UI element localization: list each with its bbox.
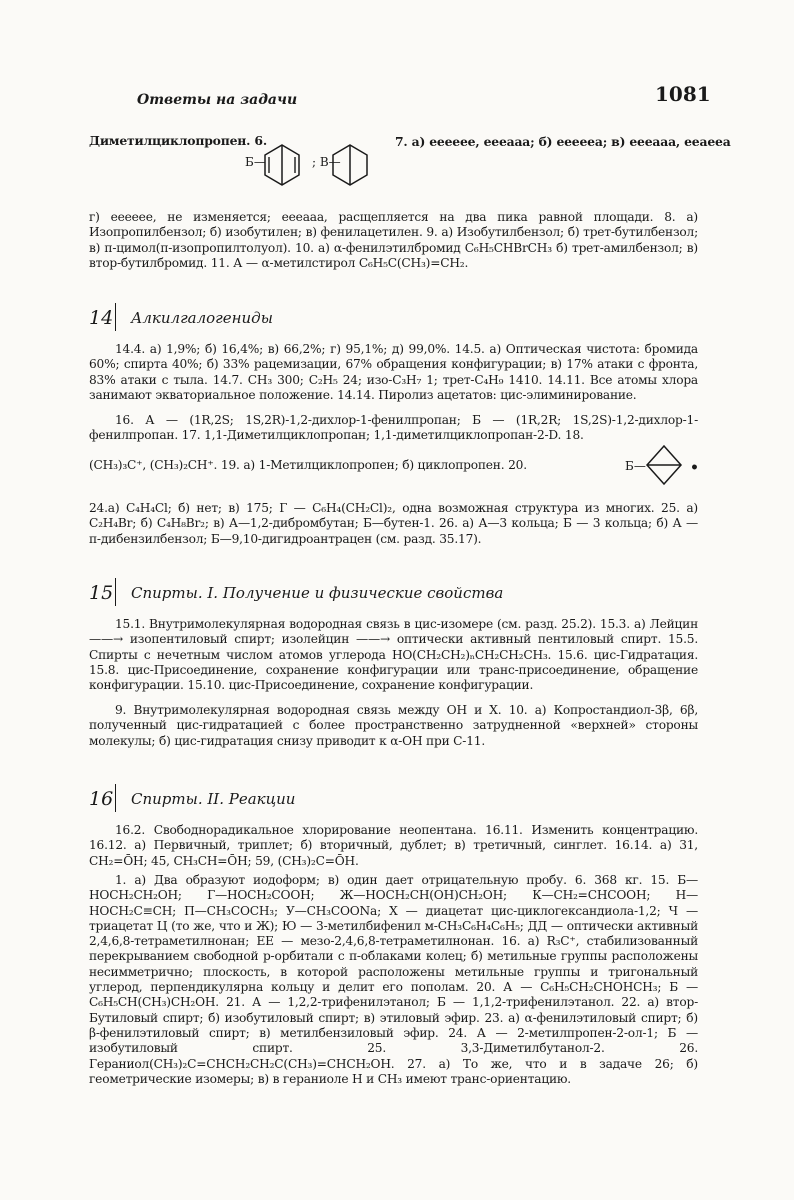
section-15-paragraph-1: 15.1. Внутримолекулярная водородная связь в цис-изомере (см. разд. 25.2). 15.3. а) Лейцин ——→ изопентиловый спирт; изолейцин ——→ оптически активный пентиловый спирт. 15.5. Спирты с нечетным числом атомов углерода HO(CH₂CH₂)ₙCH₂CH₂CH₃. 15.6. цис-Гидратация. 15.8. цис-Присоединение, сохранение конфигурации или транс-присоединение, обращение конфигурации. 15.10. цис-Присоединение, сохранение конфигурации. (89, 617, 698, 693)
section-divider (115, 303, 116, 331)
section-title: Спирты. II. Реакции (131, 790, 296, 808)
section-number: 16 (89, 788, 114, 810)
answer-dimethylcyclopropene: Диметилциклопропен. 6. (89, 133, 267, 148)
answers-paragraph-8-11: г) ееееee, не изменяется; еееааа, расщепляется на два пика равной площади. 8. а) Изопропилбензол; б) изобутилен; в) фенилацетилен. 9. а) Изобутилбензол; б) трет-бутилбензол; в) п-цимол(п-изопропилтолуол). 10. а) α-фенилэтилбромид C₆H₅CHBrCH₃ б) трет-амилбензол; в) втор-бутилбромид. 11. А — α-метилстирол C₆H₅C(CH₃)=CH₂. (89, 210, 698, 270)
answer-7: 7. а) ееееее, еееааа; б) еееееа; в) еееааа, ееаеea (395, 134, 731, 149)
section-14-paragraph-3: (CH₃)₃C⁺, (CH₃)₂CH⁺. 19. а) 1-Метилциклопропен; б) циклопропен. 20. (89, 458, 527, 472)
punctuation-dot: • (690, 460, 699, 476)
section-16-paragraph-2: 1. а) Два образуют иодоформ; в) один дает отрицательную пробу. 6. 368 кг. 15. Б—HOCH₂CH₂OH; Г—HOCH₂COOH; Ж—HOCH₂CH(OH)CH₂OH; К—CH₂=CHCOOH; Н—HOCH₂C≡CH; П—CH₃COCH₃; У—CH₃COONa; Х — диацетат цис-циклогександиола-1,2; Ч — триацетат Ц (то же, что и Ж); Ю — 3-метилбифенил м-CH₃C₆H₄C₆H₅; ДД — оптически активный 2,4,6,8-тетраметилнонан; ЕЕ — мезо-2,4,6,8-тетраметилнонан. 16. а) R₃C⁺, стабилизованный перекрыванием свободной p-орбитали с π-облаками колец; б) метильные группы расположены несимметрично; плоскость, в которой расположены метильные группы и тригональный углерод, перпендикулярна кольцу и делит его пополам. 20. А — C₆H₅CH₂CHOHCH₃; Б — C₆H₅CH(CH₃)CH₂OH. 21. А — 1,2,2-трифенилэтанол; Б — 1,1,2-трифенилэтанол. 22. а) втор-Бутиловый спирт; б) изобутиловый спирт; в) этиловый эфир. 23. а) α-фенилэтиловый спирт; б) β-фенилэтиловый спирт; в) метилбензиловый эфир. 24. А — 2-метилпропен-2-ол-1; Б — изобутиловый спирт. 25. 3,3-Диметилбутанол-2. 26. Гераниол(CH₃)₂C=CHCH₂CH₂C(CH₃)=CHCH₂OH. 27. а) То же, что и в задаче 26; б) геометрические изомеры; в) в гераниоле H и CH₃ имеют транс-ориентацию. (89, 873, 698, 1086)
page-number: 1081 (655, 82, 711, 106)
section-number: 14 (89, 307, 114, 329)
bicyclohexane-structure-icon (330, 143, 370, 187)
structure-label-b: Б— (245, 155, 266, 169)
bicyclobutane-structure-icon (644, 443, 684, 487)
running-header-title: Ответы на задачи (137, 92, 298, 108)
section-14-paragraph-4: 24.а) C₄H₄Cl; б) нет; в) 175; Г — C₆H₄(CH₂Cl)₂, одна возможная структура из многих. 25. а) C₂H₄Br; б) C₄H₈Br₂; в) А—1,2-дибромбутан; Б—бутен-1. 26. а) А—3 кольца; Б — 3 кольца; б) А — п-дибензилбензол; Б—9,10-дигидроантрацен (см. разд. 35.17). (89, 501, 698, 546)
structure-label-v: ; В— (312, 155, 341, 169)
section-14-paragraph-2: 16. А — (1R,2S; 1S,2R)-1,2-дихлор-1-фенилпропан; Б — (1R,2R; 1S,2S)-1,2-дихлор-1-фенилпропан. 17. 1,1-Диметилциклопропан; 1,1-диметилциклопропан-2-D. 18. (89, 413, 698, 443)
section-15-paragraph-2: 9. Внутримолекулярная водородная связь между OH и X. 10. а) Копростандиол-3β, 6β, полученный цис-гидратацией с более пространственно затрудненной «верхней» стороны молекулы; б) цис-гидратация снизу приводит к α-OH при C-11. (89, 703, 698, 748)
section-divider (115, 578, 116, 606)
section-title: Спирты. I. Получение и физические свойства (131, 584, 504, 602)
section-number: 15 (89, 582, 114, 604)
section-divider (115, 784, 116, 812)
structure-label-b-problem-20: Б— (625, 459, 646, 473)
section-16-paragraph-1: 16.2. Свободнорадикальное хлорирование неопентана. 16.11. Изменить концентрацию. 16.12. а) Первичный, триплет; б) вторичный, дублет; в) третичный, синглет. 16.14. а) 31, CH₂=ŌH; 45, CH₃CH=ŌH; 59, (CH₃)₂C=ŌH. (89, 823, 698, 868)
bicyclic-diene-structure-icon (262, 143, 302, 187)
section-title: Алкилгалогениды (131, 309, 273, 327)
section-14-paragraph-1: 14.4. а) 1,9%; б) 16,4%; в) 66,2%; г) 95,1%; д) 99,0%. 14.5. а) Оптическая чистота: бромида 60%; спирта 40%; б) 33% рацемизации, 67% обращения конфигурации; в) 17% атаки с фронта, 83% атаки с тыла. 14.7. CH₃ 300; C₂H₅ 24; изо-C₃H₇ 1; трет-C₄H₉ 1410. 14.11. Все атомы хлора занимают экваториальное положение. 14.14. Пиролиз ацетатов: цис-элиминирование. (89, 342, 698, 402)
